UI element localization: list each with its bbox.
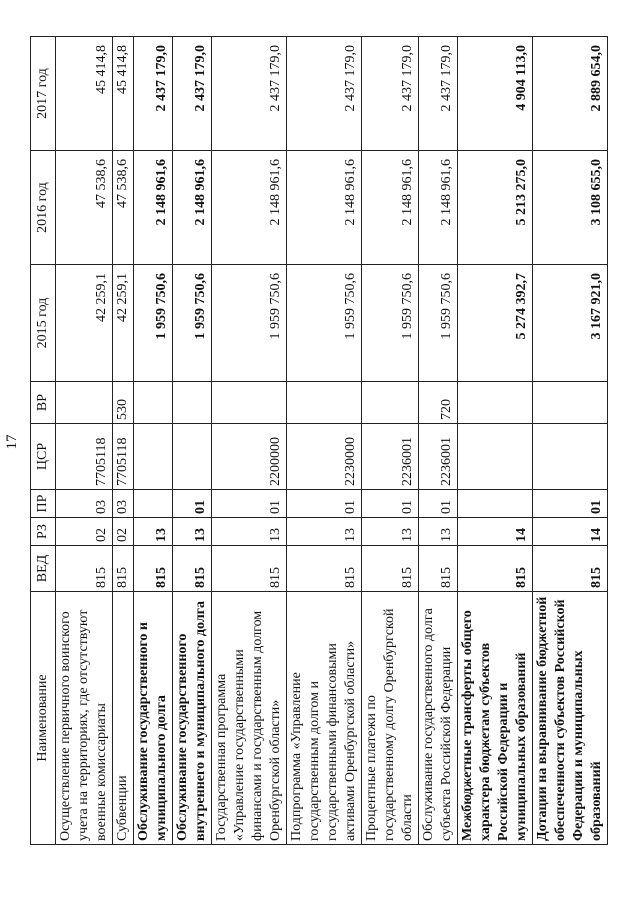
row-rz: 13 xyxy=(134,518,173,546)
row-ved: 815 xyxy=(212,546,287,592)
row-value-2017: 2 437 179,0 xyxy=(362,37,419,151)
row-pr: 03 xyxy=(56,490,113,518)
row-rz: 02 xyxy=(113,518,134,546)
row-value-2015: 42 259,1 xyxy=(56,265,113,382)
row-value-2017: 2 437 179,0 xyxy=(287,37,362,151)
row-value-2016: 5 213 275,0 xyxy=(458,151,533,265)
row-name: Обслуживание государственного внутреннего и муниципального долга xyxy=(173,592,212,845)
row-value-2017: 2 437 179,0 xyxy=(134,37,173,151)
row-rz: 13 xyxy=(173,518,212,546)
row-ved: 815 xyxy=(458,546,533,592)
header-2015: 2015 год xyxy=(31,265,56,382)
row-value-2015: 5 274 392,7 xyxy=(458,265,533,382)
row-rz: 13 xyxy=(212,518,287,546)
row-ved: 815 xyxy=(56,546,113,592)
row-vr xyxy=(458,382,533,424)
row-vr: 530 xyxy=(113,382,134,424)
row-vr: 720 xyxy=(419,382,458,424)
row-ved: 815 xyxy=(419,546,458,592)
row-value-2016: 2 148 961,6 xyxy=(173,151,212,265)
row-name: Межбюджетные трансферты общего характера бюджетам субъектов Российской Федерации и муниципальных образований xyxy=(458,592,533,845)
table-header-row xyxy=(31,37,56,845)
row-vr xyxy=(134,382,173,424)
row-value-2016: 2 148 961,6 xyxy=(419,151,458,265)
header-2016: 2016 год xyxy=(31,151,56,265)
row-name: Дотации на выравнивание бюджетной обеспеченности субъектов Российской Федерации и муниципальных образований xyxy=(533,592,608,845)
row-ved: 815 xyxy=(362,546,419,592)
row-value-2015: 42 259,1 xyxy=(113,265,134,382)
row-csr xyxy=(458,424,533,490)
header-name: Наименование xyxy=(31,592,56,845)
row-pr: 01 xyxy=(212,490,287,518)
row-rz: 13 xyxy=(287,518,362,546)
header-ved: ВЕД xyxy=(31,546,56,592)
header-pr: ПР xyxy=(31,490,56,518)
row-vr xyxy=(173,382,212,424)
row-ved: 815 xyxy=(287,546,362,592)
row-value-2017: 2 437 179,0 xyxy=(419,37,458,151)
row-name: Обслуживание государственного долга субъекта Российской Федерации xyxy=(419,592,458,845)
row-csr: 2236001 xyxy=(419,424,458,490)
row-csr: 2230000 xyxy=(287,424,362,490)
row-value-2015: 1 959 750,6 xyxy=(173,265,212,382)
table-row xyxy=(113,37,134,845)
row-csr xyxy=(173,424,212,490)
table-row xyxy=(533,37,608,845)
budget-table xyxy=(30,36,608,845)
row-csr: 7705118 xyxy=(113,424,134,490)
row-rz: 13 xyxy=(362,518,419,546)
row-csr xyxy=(134,424,173,490)
row-value-2015: 3 167 921,0 xyxy=(533,265,608,382)
table-body xyxy=(56,37,608,845)
header-2017: 2017 год xyxy=(31,37,56,151)
table-row xyxy=(419,37,458,845)
row-csr xyxy=(533,424,608,490)
row-value-2016: 2 148 961,6 xyxy=(212,151,287,265)
row-value-2016: 2 148 961,6 xyxy=(287,151,362,265)
row-value-2016: 47 538,6 xyxy=(56,151,113,265)
row-value-2016: 2 148 961,6 xyxy=(362,151,419,265)
table-row xyxy=(362,37,419,845)
table-row xyxy=(56,37,113,845)
row-vr xyxy=(287,382,362,424)
table-row xyxy=(134,37,173,845)
row-ved: 815 xyxy=(134,546,173,592)
row-ved: 815 xyxy=(113,546,134,592)
row-vr xyxy=(212,382,287,424)
row-vr xyxy=(56,382,113,424)
table-row xyxy=(212,37,287,845)
row-name: Процентные платежи по государственному долгу Оренбургской области xyxy=(362,592,419,845)
row-ved: 815 xyxy=(533,546,608,592)
row-pr xyxy=(134,490,173,518)
page-number: 17 xyxy=(4,434,20,450)
row-value-2017: 45 414,8 xyxy=(113,37,134,151)
table-row xyxy=(458,37,533,845)
row-pr xyxy=(458,490,533,518)
header-vr: ВР xyxy=(31,382,56,424)
row-csr: 2236001 xyxy=(362,424,419,490)
row-vr xyxy=(533,382,608,424)
row-value-2016: 2 148 961,6 xyxy=(134,151,173,265)
row-vr xyxy=(362,382,419,424)
row-pr: 03 xyxy=(113,490,134,518)
row-name: Подпрограмма «Управление государственным долгом и государственными финансовыми активами Оренбургской области» xyxy=(287,592,362,845)
row-value-2015: 1 959 750,6 xyxy=(362,265,419,382)
row-value-2015: 1 959 750,6 xyxy=(134,265,173,382)
row-csr: 2200000 xyxy=(212,424,287,490)
row-value-2017: 45 414,8 xyxy=(56,37,113,151)
row-value-2017: 2 889 654,0 xyxy=(533,37,608,151)
row-value-2016: 47 538,6 xyxy=(113,151,134,265)
row-csr: 7705118 xyxy=(56,424,113,490)
row-value-2015: 1 959 750,6 xyxy=(212,265,287,382)
row-pr: 01 xyxy=(362,490,419,518)
row-rz: 02 xyxy=(56,518,113,546)
row-value-2015: 1 959 750,6 xyxy=(287,265,362,382)
row-pr: 01 xyxy=(419,490,458,518)
table-row xyxy=(287,37,362,845)
row-pr: 01 xyxy=(173,490,212,518)
row-name: Обслуживание государственного и муниципального долга xyxy=(134,592,173,845)
row-name: Государственная программа «Управление государственными финансами и государственным долгом Оренбургской области» xyxy=(212,592,287,845)
row-name: Осуществление первичного воинского учета на территориях, где отсутствуют военные комиссариаты xyxy=(56,592,113,845)
row-rz: 14 xyxy=(533,518,608,546)
row-pr: 01 xyxy=(287,490,362,518)
row-name: Субвенции xyxy=(113,592,134,845)
row-ved: 815 xyxy=(173,546,212,592)
row-pr: 01 xyxy=(533,490,608,518)
row-value-2015: 1 959 750,6 xyxy=(419,265,458,382)
header-rz: РЗ xyxy=(31,518,56,546)
row-value-2017: 2 437 179,0 xyxy=(212,37,287,151)
header-csr: ЦСР xyxy=(31,424,56,490)
table-row xyxy=(173,37,212,845)
row-value-2016: 3 108 655,0 xyxy=(533,151,608,265)
row-rz: 14 xyxy=(458,518,533,546)
row-value-2017: 4 904 113,0 xyxy=(458,37,533,151)
row-value-2017: 2 437 179,0 xyxy=(173,37,212,151)
row-rz: 13 xyxy=(419,518,458,546)
